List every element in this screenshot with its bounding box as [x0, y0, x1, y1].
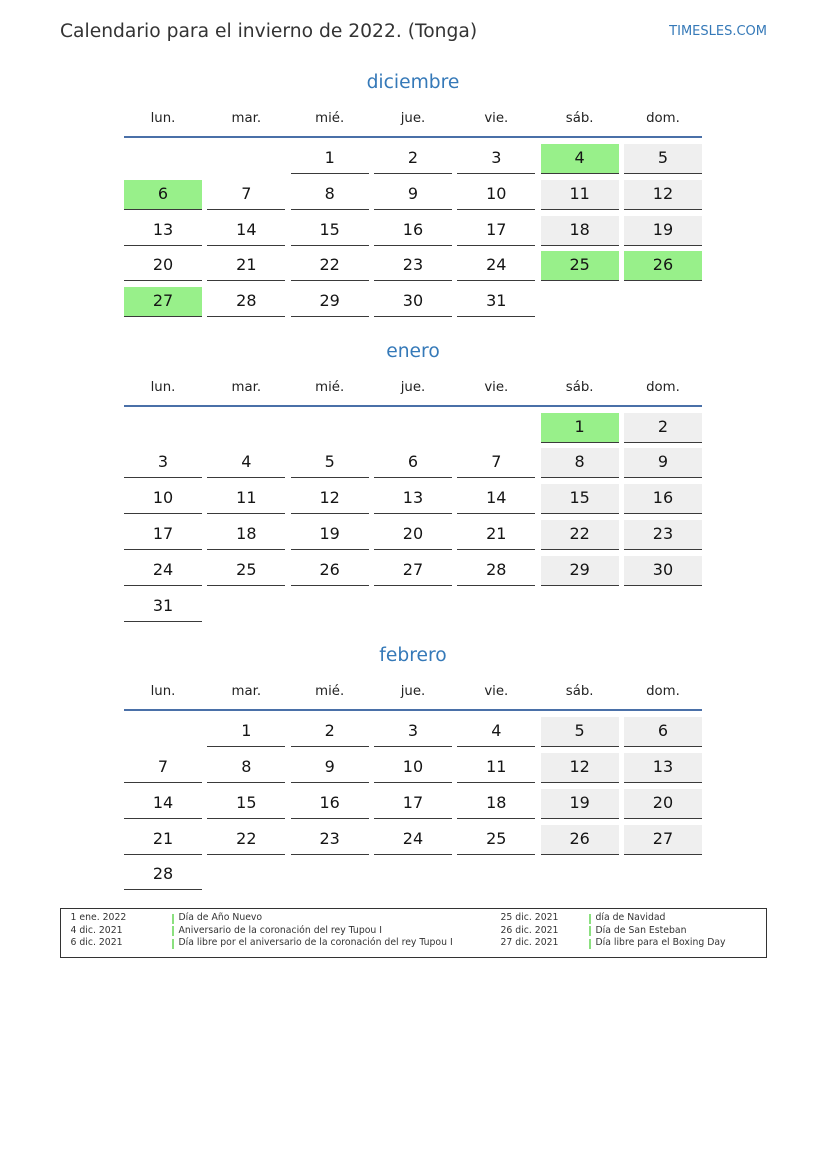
weekday-label: mié. — [315, 684, 345, 700]
day-cell: 15 — [291, 216, 369, 246]
day-grid — [124, 144, 702, 317]
weekday-label: mar. — [231, 111, 262, 126]
day-cell: 16 — [291, 789, 369, 819]
holiday-color-marker — [172, 914, 174, 924]
day-cell: 20 — [374, 520, 452, 550]
holiday-day-cell: 27 — [124, 287, 202, 317]
day-cell: 24 — [457, 251, 535, 281]
weekend-day-cell: 6 — [624, 717, 702, 747]
holiday-date: 6 dic. 2021 — [70, 937, 123, 949]
empty-day-cell — [624, 592, 702, 622]
day-cell: 24 — [124, 556, 202, 586]
day-cell: 23 — [374, 251, 452, 281]
day-cell: 14 — [457, 484, 535, 514]
day-cell: 8 — [207, 753, 285, 783]
day-cell: 24 — [374, 825, 452, 855]
empty-day-cell — [207, 592, 285, 622]
weekday-label: vie. — [484, 379, 509, 395]
day-cell: 7 — [457, 448, 535, 478]
day-cell: 26 — [291, 556, 369, 586]
holiday-name: Día libre por el aniversario de la coronación del rey Tupou I — [178, 937, 453, 949]
weekend-day-cell: 18 — [541, 216, 619, 246]
holiday-color-marker — [172, 939, 174, 949]
legend-row — [501, 937, 726, 950]
page-title: Calendario para el invierno de 2022. (Tonga) — [60, 21, 478, 42]
day-cell: 5 — [291, 448, 369, 478]
month-calendar — [124, 642, 702, 890]
holiday-color-marker — [589, 939, 591, 949]
weekday-header-row — [124, 378, 702, 407]
day-cell: 17 — [457, 216, 535, 246]
weekend-day-cell: 5 — [541, 717, 619, 747]
day-cell: 22 — [207, 825, 285, 855]
months-container — [124, 69, 702, 911]
weekend-day-cell: 26 — [541, 825, 619, 855]
holiday-date: 25 dic. 2021 — [500, 912, 559, 924]
day-cell: 2 — [291, 717, 369, 747]
day-cell: 10 — [124, 484, 202, 514]
holiday-name: día de Navidad — [595, 912, 666, 924]
day-cell: 31 — [124, 592, 202, 622]
weekday-label: lun. — [150, 111, 176, 126]
day-grid — [124, 717, 702, 890]
day-cell: 1 — [291, 144, 369, 174]
weekend-day-cell: 12 — [541, 753, 619, 783]
day-cell: 3 — [124, 448, 202, 478]
month-calendar — [124, 338, 702, 622]
day-cell: 11 — [207, 484, 285, 514]
month-title: diciembre — [366, 72, 460, 93]
day-cell: 8 — [291, 180, 369, 210]
empty-day-cell — [124, 144, 202, 174]
weekday-label: mié. — [315, 379, 345, 395]
weekday-header-row — [124, 682, 702, 711]
empty-day-cell — [457, 413, 535, 443]
legend-row — [501, 925, 726, 938]
day-cell: 3 — [457, 144, 535, 174]
day-cell: 10 — [374, 753, 452, 783]
empty-day-cell — [624, 860, 702, 890]
day-cell: 18 — [457, 789, 535, 819]
site-link[interactable]: TIMESLES.COM — [669, 24, 767, 39]
day-cell: 12 — [291, 484, 369, 514]
weekday-label: mar. — [231, 379, 262, 395]
holiday-date: 27 dic. 2021 — [500, 937, 559, 949]
day-cell: 13 — [124, 216, 202, 246]
day-cell: 31 — [457, 287, 535, 317]
legend-row — [501, 912, 726, 925]
empty-day-cell — [207, 144, 285, 174]
day-cell: 28 — [124, 860, 202, 890]
weekday-label: mar. — [231, 684, 262, 700]
day-cell: 20 — [124, 251, 202, 281]
day-cell: 21 — [124, 825, 202, 855]
day-cell: 1 — [207, 717, 285, 747]
weekend-day-cell: 15 — [541, 484, 619, 514]
holiday-name: Día libre para el Boxing Day — [595, 937, 726, 949]
holiday-name: Aniversario de la coronación del rey Tupou I — [178, 924, 382, 936]
empty-day-cell — [374, 860, 452, 890]
holiday-day-cell: 26 — [624, 251, 702, 281]
weekday-label: sáb. — [565, 379, 594, 395]
weekend-day-cell: 19 — [541, 789, 619, 819]
holiday-name: Día de Año Nuevo — [178, 912, 263, 924]
day-cell: 23 — [291, 825, 369, 855]
weekday-label: vie. — [484, 111, 509, 126]
month-calendar — [124, 69, 702, 317]
day-cell: 17 — [124, 520, 202, 550]
weekday-label: dom. — [646, 379, 680, 395]
weekend-day-cell: 2 — [624, 413, 702, 443]
day-cell: 7 — [207, 180, 285, 210]
day-cell: 22 — [291, 251, 369, 281]
day-cell: 9 — [374, 180, 452, 210]
day-cell: 4 — [457, 717, 535, 747]
day-cell: 15 — [207, 789, 285, 819]
weekend-day-cell: 22 — [541, 520, 619, 550]
day-cell: 10 — [457, 180, 535, 210]
weekday-label: dom. — [646, 684, 680, 700]
day-cell: 17 — [374, 789, 452, 819]
holiday-color-marker — [589, 926, 591, 936]
empty-day-cell — [457, 592, 535, 622]
weekday-label: lun. — [150, 379, 176, 395]
empty-day-cell — [124, 413, 202, 443]
empty-day-cell — [207, 860, 285, 890]
day-cell: 28 — [207, 287, 285, 317]
weekday-label: jue. — [400, 111, 426, 126]
day-cell: 2 — [374, 144, 452, 174]
holiday-day-cell: 6 — [124, 180, 202, 210]
day-cell: 3 — [374, 717, 452, 747]
weekend-day-cell: 8 — [541, 448, 619, 478]
weekend-day-cell: 20 — [624, 789, 702, 819]
month-title: febrero — [379, 645, 447, 667]
weekday-label: jue. — [400, 684, 426, 700]
legend-row — [71, 925, 453, 938]
empty-day-cell — [124, 717, 202, 747]
weekend-day-cell: 23 — [624, 520, 702, 550]
day-cell: 25 — [457, 825, 535, 855]
day-cell: 6 — [374, 448, 452, 478]
weekday-label: lun. — [150, 684, 176, 700]
empty-day-cell — [624, 287, 702, 317]
day-cell: 14 — [207, 216, 285, 246]
day-cell: 25 — [207, 556, 285, 586]
day-cell: 9 — [291, 753, 369, 783]
weekend-day-cell: 27 — [624, 825, 702, 855]
legend-row — [71, 912, 453, 925]
legend-column — [71, 912, 453, 950]
month-title: enero — [386, 340, 440, 362]
day-cell: 16 — [374, 216, 452, 246]
holiday-day-cell: 1 — [541, 413, 619, 443]
weekday-label: sáb. — [565, 684, 594, 700]
empty-day-cell — [457, 860, 535, 890]
day-cell: 21 — [207, 251, 285, 281]
day-cell: 18 — [207, 520, 285, 550]
day-grid — [124, 413, 702, 622]
holiday-date: 1 ene. 2022 — [70, 912, 127, 924]
holiday-day-cell: 4 — [541, 144, 619, 174]
empty-day-cell — [374, 592, 452, 622]
day-cell: 7 — [124, 753, 202, 783]
day-cell: 29 — [291, 287, 369, 317]
holiday-legend — [60, 908, 767, 958]
weekend-day-cell: 13 — [624, 753, 702, 783]
weekend-day-cell: 12 — [624, 180, 702, 210]
weekday-header-row — [124, 109, 702, 138]
day-cell: 11 — [457, 753, 535, 783]
empty-day-cell — [541, 287, 619, 317]
empty-day-cell — [541, 860, 619, 890]
day-cell: 14 — [124, 789, 202, 819]
weekday-label: mié. — [315, 111, 345, 126]
day-cell: 4 — [207, 448, 285, 478]
holiday-color-marker — [589, 914, 591, 924]
holiday-date: 4 dic. 2021 — [70, 924, 123, 936]
legend-row — [71, 937, 453, 950]
weekend-day-cell: 11 — [541, 180, 619, 210]
holiday-color-marker — [172, 926, 174, 936]
weekday-label: vie. — [484, 684, 509, 700]
empty-day-cell — [291, 860, 369, 890]
empty-day-cell — [291, 413, 369, 443]
weekday-label: sáb. — [565, 111, 594, 126]
holiday-day-cell: 25 — [541, 251, 619, 281]
day-cell: 28 — [457, 556, 535, 586]
empty-day-cell — [541, 592, 619, 622]
weekend-day-cell: 5 — [624, 144, 702, 174]
weekend-day-cell: 9 — [624, 448, 702, 478]
day-cell: 13 — [374, 484, 452, 514]
empty-day-cell — [374, 413, 452, 443]
day-cell: 19 — [291, 520, 369, 550]
empty-day-cell — [207, 413, 285, 443]
day-cell: 30 — [374, 287, 452, 317]
weekend-day-cell: 16 — [624, 484, 702, 514]
holiday-name: Día de San Esteban — [595, 924, 687, 936]
weekday-label: jue. — [400, 379, 426, 395]
holiday-date: 26 dic. 2021 — [500, 924, 559, 936]
empty-day-cell — [291, 592, 369, 622]
weekend-day-cell: 30 — [624, 556, 702, 586]
day-cell: 27 — [374, 556, 452, 586]
weekday-label: dom. — [646, 111, 680, 126]
day-cell: 21 — [457, 520, 535, 550]
weekend-day-cell: 29 — [541, 556, 619, 586]
weekend-day-cell: 19 — [624, 216, 702, 246]
legend-column — [501, 912, 726, 950]
